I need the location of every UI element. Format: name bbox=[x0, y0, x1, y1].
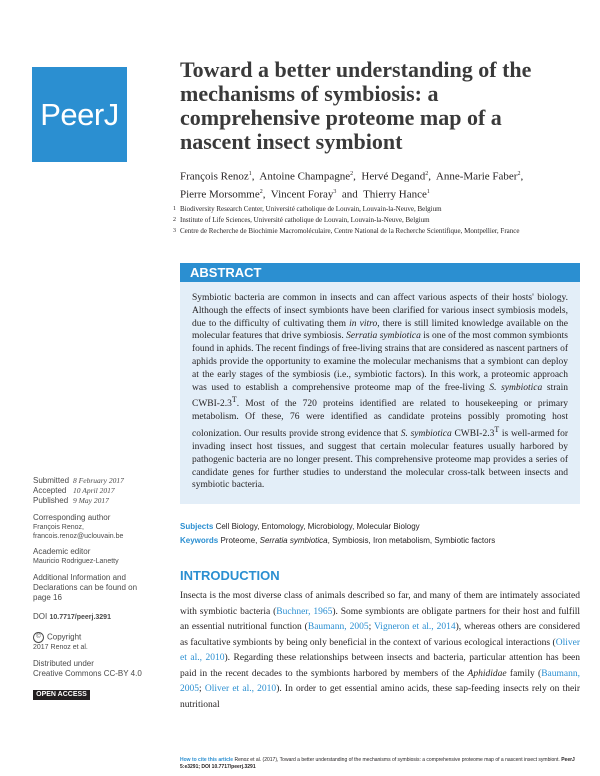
author-name[interactable]: Thierry Hance bbox=[363, 188, 427, 201]
author-name[interactable]: Antoine Champagne bbox=[259, 170, 351, 183]
affiliation-num: 1 bbox=[173, 206, 176, 212]
subjects-text: Cell Biology, Entomology, Microbiology, Molecular Biology bbox=[215, 522, 420, 531]
subjects-line bbox=[180, 520, 580, 534]
keywords-label: Keywords bbox=[180, 536, 219, 545]
keywords-line: Keywords Proteome, Serratia symbiotica, Symbiosis, Iron metabolism, Symbiotic factors bbox=[180, 536, 496, 545]
citation-link[interactable]: Baumann, 2005 bbox=[180, 668, 580, 694]
editor-name: Mauricio Rodriguez-Lanetty bbox=[33, 558, 119, 565]
citation-link[interactable]: Oliver et al., 2010 bbox=[204, 684, 277, 694]
submitted-date: 8 February 2017 bbox=[73, 476, 124, 485]
author-affil-num: 2 bbox=[425, 171, 429, 177]
accepted-date: 10 April 2017 bbox=[73, 486, 115, 495]
author-affil-num: 2 bbox=[259, 188, 263, 195]
affiliation-num: 2 bbox=[173, 217, 176, 223]
author-affil-num: 2 bbox=[517, 171, 521, 177]
citation-link[interactable]: Oliver et al., 2010 bbox=[180, 637, 580, 663]
accepted-label: Accepted bbox=[33, 486, 67, 495]
affiliation-text: Biodiversity Research Center, Université catholique de Louvain, Louvain-la-Neuve, Belgium bbox=[180, 205, 442, 213]
doi-value[interactable]: 10.7717/peerj.3291 bbox=[49, 614, 111, 621]
corresponding-author bbox=[33, 513, 153, 541]
peerj-logo bbox=[32, 67, 127, 162]
how-to-cite: How to cite this article Renoz et al. (2017), Toward a better understanding of the mechanisms of symbiosis: a comprehensive proteome map of a nascent insect symbiont. PeerJ 5:e3291; DOI 10.7717/peerj.3291 bbox=[180, 757, 575, 770]
how-to-cite-label: How to cite this article bbox=[180, 757, 234, 763]
published-date: 9 May 2017 bbox=[73, 496, 109, 505]
introduction-heading: INTRODUCTION bbox=[180, 568, 280, 583]
published-label: Published bbox=[33, 496, 69, 505]
copyright-icon: © bbox=[33, 632, 44, 643]
corresponding-name: François Renoz, bbox=[33, 524, 84, 531]
author-name[interactable]: Anne-Marie Faber bbox=[435, 170, 518, 183]
copyright-label: Copyright bbox=[47, 632, 82, 642]
abstract-body: Symbiotic bacteria are common in insects and can affect various aspects of their hosts' biology. Although the effects of insect symbionts have been clarified for various insect symbiosis models, due to the difficulty of cultivating them in vitro, there is still limited knowledge available on the molecular features that drive symbiosis. Serratia symbiotica is one of the most common symbionts found in aphids. The recent findings of free-living strains that are considered as nascent partners of aphids provide the opportunity to examine the molecular mechanisms that a symbiont can deploy at the early stages of the symbiosis (i.e., symbiotic factors). In this work, a proteomic approach was used to establish a comprehensive proteome map of the free-living S. symbiotica strain CWBI-$2.3^T$. Most of the 720 proteins identified are related to housekeeping or primary metabolism. Of these, 76 were identified as candidate proteins possibly promoting host colonization. Our results provide strong evidence that S. symbiotica CWBI-$2.3^T$ is well-armed for invading insect host tissues, and suggest that certain molecular features usually harbored by pathogenic bacteria are no longer present. This comprehensive proteome map provides a series of candidate genes for further studies to understand the molecular cross-talk between insects and symbiotic bacteria. bbox=[180, 282, 580, 504]
affiliation bbox=[173, 204, 580, 215]
citation-link[interactable]: Baumann, 2005 bbox=[307, 622, 369, 632]
additional-info: Additional Information and Declarations can be found on page 16 bbox=[33, 573, 138, 602]
doi-line bbox=[33, 612, 163, 622]
author-affil-num: 1 bbox=[426, 188, 430, 195]
author-name[interactable]: Hervé Degand bbox=[361, 170, 426, 183]
editor-label: Academic editor bbox=[33, 547, 91, 556]
affiliation-list bbox=[173, 204, 580, 237]
license-line-1: Distributed under bbox=[33, 659, 94, 668]
affiliation-text: Centre de Recherche de Biochimie Macromoléculaire, Centre National de la Recherche Scientifique, Montpellier, France bbox=[180, 227, 520, 235]
author-name[interactable]: Pierre Morsomme bbox=[180, 188, 260, 201]
author-name[interactable]: François Renoz bbox=[180, 170, 249, 183]
citation-link[interactable]: Vigneron et al., 2014 bbox=[374, 622, 456, 632]
license-line-2[interactable]: Creative Commons CC-BY 4.0 bbox=[33, 669, 142, 678]
abstract-heading: ABSTRACT bbox=[180, 263, 580, 282]
corresponding-label: Corresponding author bbox=[33, 513, 111, 522]
affiliation bbox=[173, 226, 580, 237]
subjects-label: Subjects bbox=[180, 522, 214, 531]
logo-text: PeerJ bbox=[40, 96, 119, 132]
author-affil-num: 1 bbox=[248, 171, 252, 177]
author-affil-num: 3 bbox=[333, 188, 337, 195]
academic-editor bbox=[33, 547, 153, 566]
affiliation-num: 3 bbox=[173, 228, 176, 234]
subjects-keywords bbox=[180, 520, 580, 548]
copyright-block bbox=[33, 632, 153, 652]
affiliation bbox=[173, 215, 580, 226]
license-block bbox=[33, 659, 163, 679]
affiliation-text: Institute of Life Sciences, Université catholique de Louvain, Louvain-la-Neuve, Belgium bbox=[180, 216, 430, 224]
open-access-badge: OPEN ACCESS bbox=[33, 690, 90, 700]
author-list: François Renoz$^1$, Antoine Champagne$^2$, Hervé Degand$^2$, Anne-Marie Faber$^2$, Pierre Morsomme$^2$, Vincent Foray$^3$ and Thierry Hance$^1$ bbox=[180, 170, 524, 201]
author-affil-num: 2 bbox=[350, 171, 354, 177]
doi-label: DOI bbox=[33, 612, 48, 621]
citation-link[interactable]: Buchner, 1965 bbox=[276, 606, 333, 617]
submitted-label: Submitted bbox=[33, 476, 70, 485]
copyright-text: 2017 Renoz et al. bbox=[33, 644, 88, 651]
corresponding-email[interactable]: francois.renoz@uclouvain.be bbox=[33, 533, 124, 540]
article-title: Toward a better understanding of the mechanisms of symbiosis: a comprehensive proteome map of a nascent insect symbiont bbox=[180, 57, 532, 154]
dates-table bbox=[33, 476, 124, 506]
author-name[interactable]: Vincent Foray bbox=[270, 188, 334, 201]
introduction-body: Insecta is the most diverse class of animals described so far, and many of them are intimately associated with symbiotic bacteria (Buchner, 1965). Some symbionts are obligate partners for their host and fulfill an essential nutritional function (Baumann, 2005; Vigneron et al., 2014), whereas others are considered as facultative symbionts by being only beneficial in the context of various ecological interactions (Oliver et al., 2010). Regarding these relationships between insects and bacteria, particular attention has been paid in the recent decades to the symbionts harbored by members of the Aphididae family (Baumann, 2005; Oliver et al., 2010). In order to get essential amino acids, these sap-feeding insects rely on their nutritional bbox=[180, 591, 581, 710]
